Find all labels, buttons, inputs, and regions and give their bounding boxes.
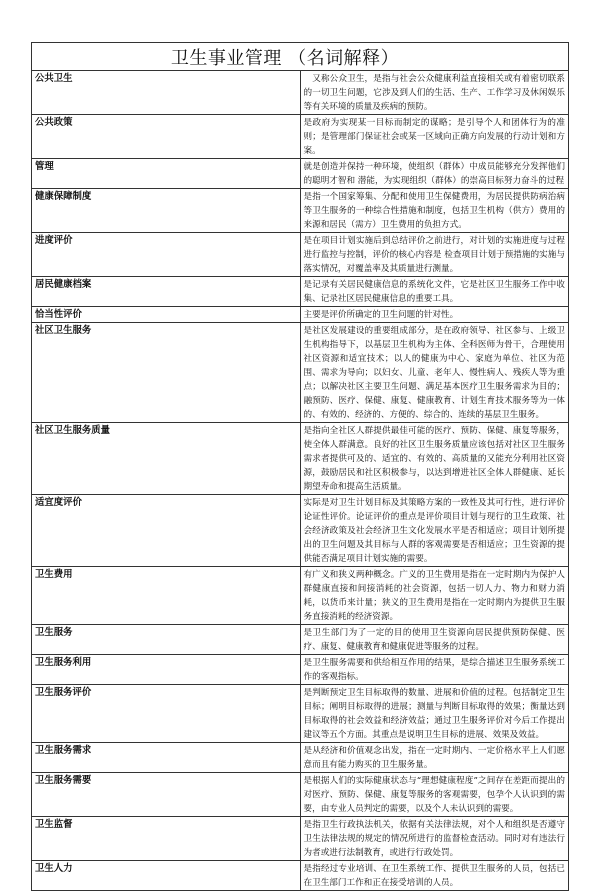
term-label: 卫生服务利用 [32,655,301,685]
glossary-row [32,743,569,773]
glossary-row [32,307,569,323]
term-label: 进度评价 [32,233,301,277]
glossary-row [32,159,569,189]
glossary-row [32,567,569,625]
glossary-row [32,495,569,567]
term-definition: 是从经济和价值观念出发，指在一定时期内、一定价格水平上人们愿意而且有能力购买的卫生服务量。 [300,743,569,773]
term-definition: 有广义和狭义两种概念。广义的卫生费用是指在一定时期内为保护人群健康直接和间接消耗的社会资源，包括一切人力、物力和财力消耗，以货币来计量；狭义的卫生费用是指在一定时期内为提供卫生服务直接消耗的经济资源。 [300,567,569,625]
term-label: 卫生服务评价 [32,685,301,743]
term-definition: 主要是评价所确定的卫生问题的针对性。 [300,307,569,323]
term-definition: 是指一个国家筹集、分配和使用卫生保健费用，为居民提供防病治病等卫生服务的一种综合性措施和制度，包括卫生机构（供方）费用的来源和居民（需方）卫生费用的负担方式。 [300,189,569,233]
term-definition: 就是创造并保持一种环境，使组织（群体）中成员能够充分发挥他们的聪明才智和 潜能，为实现组织（群体）的崇高目标努力奋斗的过程 [300,159,569,189]
glossary-row [32,861,569,891]
term-label: 恰当性评价 [32,307,301,323]
term-definition: 是政府为实现某一目标而制定的谋略；是引导个人和团体行为的准则；是管理部门保证社会或某一区域向正确方向发展的行动计划和方案。 [300,115,569,159]
document-page [31,42,569,891]
term-definition: 又称公众卫生，是指与社会公众健康利益直接相关或有着密切联系的一切卫生问题，它涉及到人们的生活、生产、工作学习及休闲娱乐等有关环境的质量及疾病的预防。 [300,71,569,115]
term-definition: 是指卫生行政执法机关，依据有关法律法规，对个人和组织是否遵守卫生法律法规的规定的情况所进行的监督检查活动。同时对有违法行为者或进行法制教育，或进行行政处罚。 [300,817,569,861]
glossary-row [32,233,569,277]
glossary-row [32,773,569,817]
term-label: 社区卫生服务质量 [32,423,301,495]
glossary-row [32,655,569,685]
glossary-row [32,115,569,159]
term-label: 社区卫生服务 [32,323,301,423]
term-definition: 是卫生服务需要和供给相互作用的结果，是综合描述卫生服务系统工作的客观指标。 [300,655,569,685]
term-label: 公共政策 [32,115,301,159]
title-row [32,43,569,71]
glossary-row [32,423,569,495]
term-label: 居民健康档案 [32,277,301,307]
term-definition: 是卫生部门为了一定的目的使用卫生资源向居民提供预防保健、医疗、康复、健康教育和健康促进等服务的过程。 [300,625,569,655]
term-label: 公共卫生 [32,71,301,115]
glossary-table [31,42,569,891]
glossary-row [32,189,569,233]
glossary-row [32,277,569,307]
page-title: 卫生事业管理 （名词解释） [170,48,400,69]
term-label: 卫生服务 [32,625,301,655]
glossary-row [32,625,569,655]
term-definition: 是指向全社区人群提供最佳可能的医疗、预防、保健、康复等服务，使全体人群满意。良好的社区卫生服务质量应该包括对社区卫生服务需求者提供可及的、适宜的、有效的、高质量的又能充分利用社区资源，鼓励居民和社区积极参与，以达到增进社区全体人群健康、延长期望寿命和提高生活质量。 [300,423,569,495]
term-definition: 实际是对卫生计划目标及其策略方案的一致性及其可行性，进行评价论证性评价。论证评价的重点是评价项目计划与现行的卫生政策、社会经济政策及社会经济卫生文化发展水平是否相适应；项目计划所提出的卫生问题及其目标与人群的客观需要是否相适应；卫生资源的提供能否满足项目计划实施的需要。 [300,495,569,567]
term-label: 管理 [32,159,301,189]
term-definition: 是判断预定卫生目标取得的数量、进展和价值的过程。包括制定卫生目标；阐明目标取得的进展；测量与判断目标取得的效果；衡量达到目标取得的社会效益和经济效益；通过卫生服务评价对今后工作提出建议等五个方面。其重点是说明卫生目标的进展、效果及效益。 [300,685,569,743]
term-definition: 是根据人们的实际健康状态与“理想健康程度”之间存在差距而提出的对医疗、预防、保健、康复等服务的客观需要，包孕个人认识到的需要，由专业人员判定的需要，以及个人未认识到的需要。 [300,773,569,817]
term-label: 卫生人力 [32,861,301,891]
title-cell [32,43,569,71]
term-label: 卫生服务需要 [32,773,301,817]
glossary-rows [32,71,569,891]
term-definition: 是记录有关居民健康信息的系统化文件，它是社区卫生服务工作中收集、记录社区居民健康信息的重要工具。 [300,277,569,307]
term-label: 适宜度评价 [32,495,301,567]
term-definition: 是社区发展建设的重要组成部分，是在政府领导、社区参与、上级卫生机构指导下，以基层卫生机构为主体、全科医师为骨干，合理使用社区资源和适宜技术；以人的健康为中心、家庭为单位、社区为范围、需求为导向；以妇女、儿童、老年人、慢性病人、残疾人等为重点；以解决社区主要卫生问题、满足基本医疗卫生服务需求为目的；融预防、医疗、保健、康复、健康教育、计划生育技术服务等为一体的、有效的、经济的、方便的、综合的、连续的基层卫生服务。 [300,323,569,423]
glossary-row [32,685,569,743]
term-label: 卫生服务需求 [32,743,301,773]
glossary-row [32,71,569,115]
glossary-row [32,323,569,423]
term-label: 卫生费用 [32,567,301,625]
term-label: 健康保障制度 [32,189,301,233]
glossary-row [32,817,569,861]
term-definition: 是在项目计划实施后到总结评价之前进行，对计划的实施进度与过程进行监控与控制，评价的核心内容是 检查项目计划于预措施的实施与落实情况，对覆盖率及其质量进行测量。 [300,233,569,277]
term-label: 卫生监督 [32,817,301,861]
term-definition: 是指经过专业培训、在卫生系统工作、提供卫生服务的人员，包括已在卫生部门工作和正在接受培训的人员。 [300,861,569,891]
